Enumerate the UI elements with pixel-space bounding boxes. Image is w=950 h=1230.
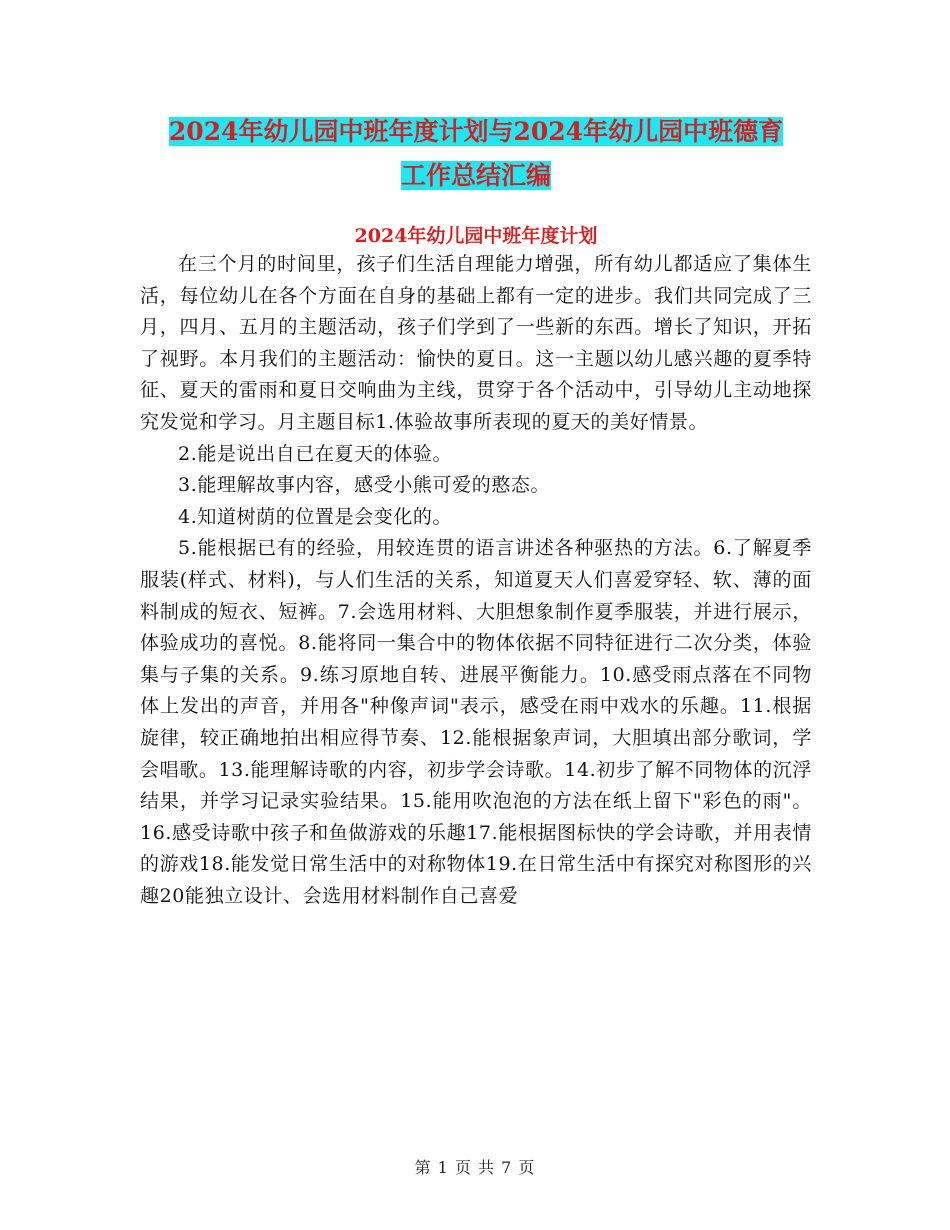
paragraph-3: 3.能理解故事内容，感受小熊可爱的憨态。 bbox=[178, 474, 551, 497]
paragraph-1: 在三个月的时间里，孩子们生活自理能力增强，所有幼儿都适应了集体生活，每位幼儿在各个方面在自身的基础上都有一定的进步。我们共同完成了三月，四月、五月的主题活动，孩子们学到了一些新的东西。增长了知识，开拓了视野。本月我们的主题活动：愉快的夏日。这一主题以幼儿感兴趣的夏季特征、夏天的雷雨和夏日交响曲为主线，贯穿于各个活动中，引导幼儿主动地探究发觉和学习。月主题目标1.体验故事所表现的夏天的美好情景。 bbox=[140, 253, 812, 433]
paragraph-5: 5.能根据已有的经验，用较连贯的语言讲述各种驱热的方法。6.了解夏季服装(样式、材料)，与人们生活的关系，知道夏天人们喜爱穿轻、软、薄的面料制成的短衣、短裤。7.会选用材料、大胆想象制作夏季服装，并进行展示，体验成功的喜悦。8.能将同一集合中的物体依据不同特征进行二次分类，体验集与子集的关系。9.练习原地自转、进展平衡能力。10.感受雨点落在不同物体上发出的声音，并用各"种像声词"表示，感受在雨中戏水的乐趣。11.根据旋律，较正确地拍出相应得节奏、12.能根据象声词，大胆填出部分歌词，学会唱歌。13.能理解诗歌的内容，初步学会诗歌。14.初步了解不同物体的沉浮结果，并学习记录实验结果。15.能用吹泡泡的方法在纸上留下"彩色的雨"。16.感受诗歌中孩子和鱼做游戏的乐趣17.能根据图标快的学会诗歌，并用表情的游戏18.能发觉日常生活中的对称物体19.在日常生活中有探究对称图形的兴趣20能独立设计、会选用材料制作自己喜爱 bbox=[140, 537, 812, 907]
section-title: 2024年幼儿园中班年度计划 bbox=[354, 225, 598, 247]
title-line-2: 工作总结汇编 bbox=[400, 161, 551, 190]
document-body bbox=[140, 249, 812, 912]
page-footer: 第 1 页 共 7 页 bbox=[414, 1158, 536, 1177]
paragraph-2: 2.能是说出自已在夏天的体验。 bbox=[178, 442, 453, 465]
title-line-1: 2024年幼儿园中班年度计划与2024年幼儿园中班德育 bbox=[168, 117, 784, 146]
document-title bbox=[140, 110, 812, 198]
paragraph-4: 4.知道树荫的位置是会变化的。 bbox=[178, 505, 453, 528]
